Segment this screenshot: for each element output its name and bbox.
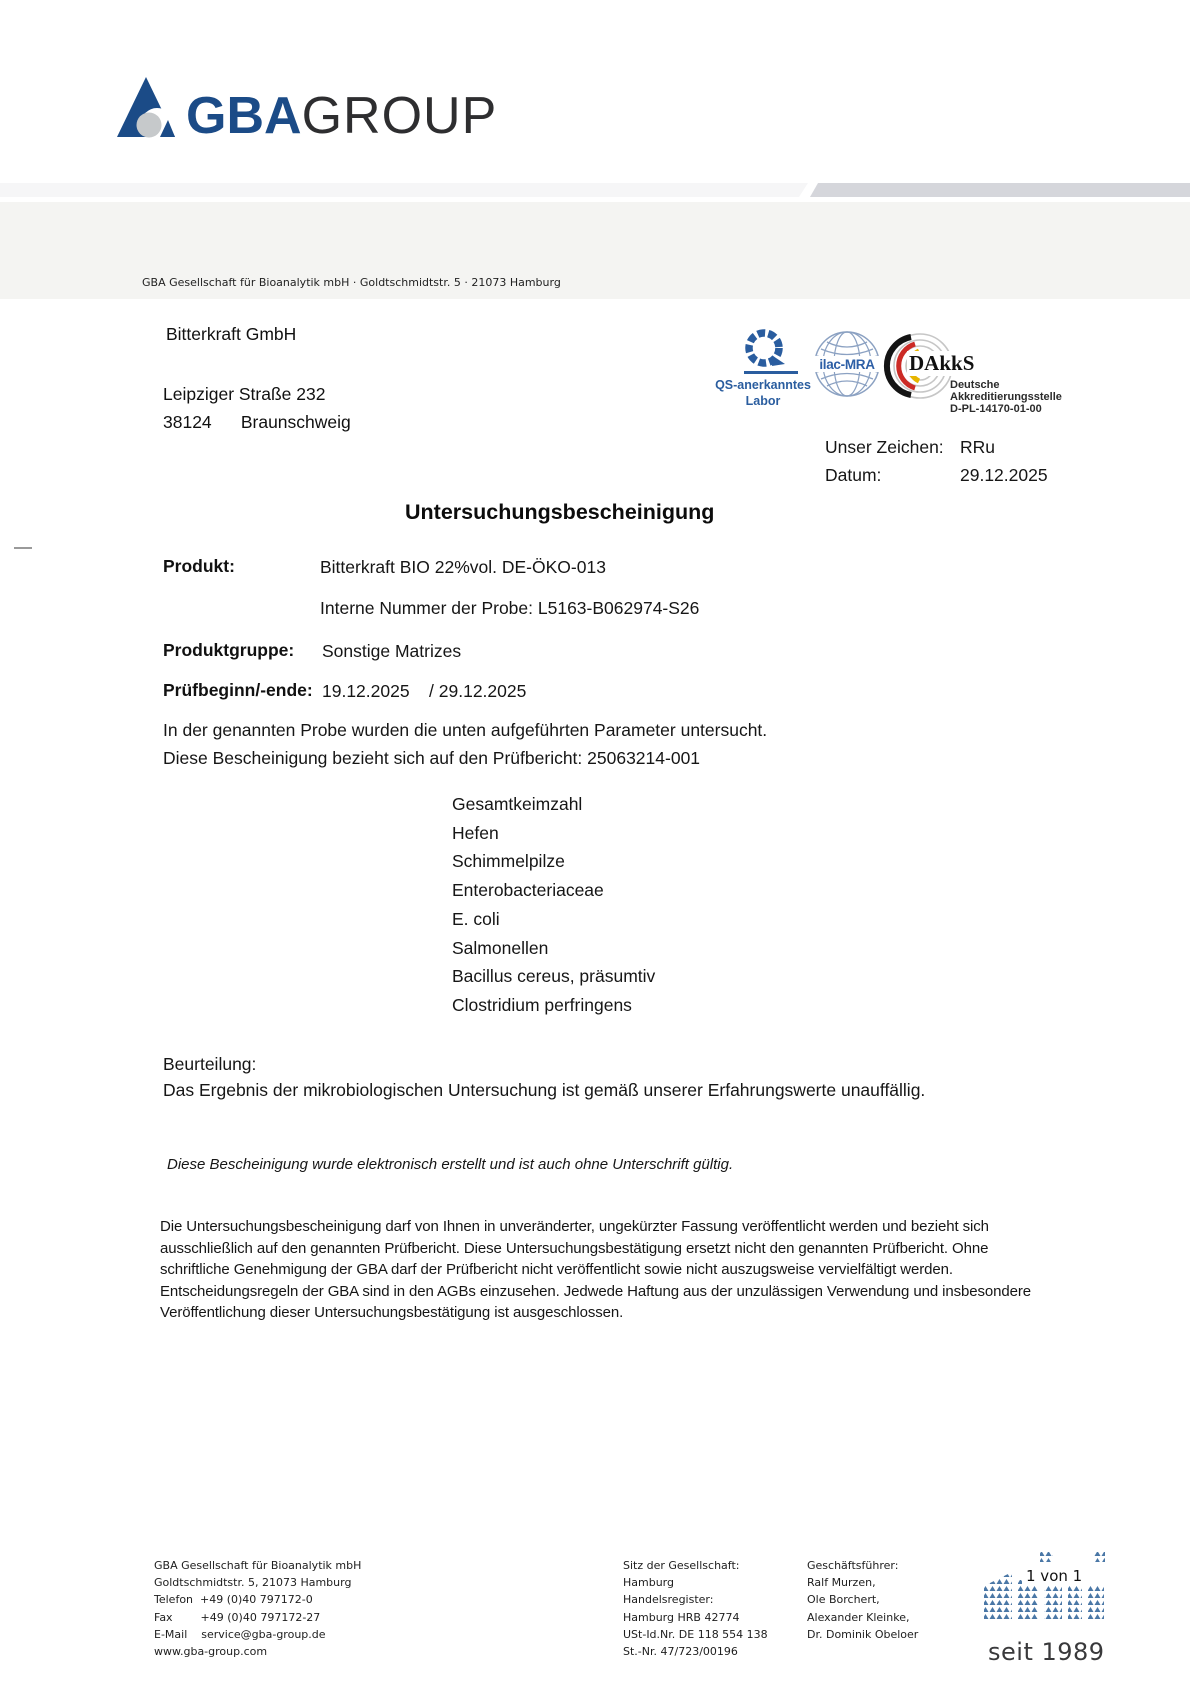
- footer-company-name: GBA Gesellschaft für Bioanalytik mbH: [154, 1559, 362, 1572]
- footer-fax: Fax +49 (0)40 797172-27: [154, 1610, 321, 1624]
- dakks-sub3: D-PL-14170-01-00: [950, 403, 1042, 415]
- parameter-item: Bacillus cereus, präsumtiv: [452, 966, 656, 987]
- footer-website: www.gba-group.com: [154, 1645, 268, 1659]
- qs-badge-line1: QS-anerkanntes: [715, 378, 811, 392]
- footer-phone: Telefon +49 (0)40 797172-0: [154, 1593, 313, 1607]
- product-value: Bitterkraft BIO 22%vol. DE-ÖKO-013: [320, 557, 606, 577]
- product-group-value: Sonstige Matrizes: [322, 641, 462, 661]
- parameter-item: Clostridium perfringens: [452, 994, 632, 1015]
- footer-company-address: Goldtschmidtstr. 5, 21073 Hamburg: [154, 1576, 352, 1590]
- test-period-value: 19.12.2025 / 29.12.2025: [322, 681, 527, 701]
- footer-manager: Dr. Dominik Obeloer: [807, 1627, 919, 1641]
- dakks-sub2: Akkreditierungsstelle: [950, 391, 1062, 403]
- date-label: Datum:: [825, 465, 882, 485]
- recipient-street: Leipziger Straße 232: [163, 384, 326, 404]
- sample-internal-number: Interne Nummer der Probe: L5163-B062974-S26: [320, 598, 700, 618]
- brand-group: GROUP: [301, 87, 498, 145]
- assessment-label: Beurteilung:: [163, 1054, 257, 1074]
- legal-paragraph: [160, 1216, 1031, 1324]
- date-value: 29.12.2025: [960, 465, 1048, 485]
- footer-register-label: Handelsregister:: [623, 1593, 714, 1607]
- footer-management-label: Geschäftsführer:: [807, 1559, 899, 1572]
- brand-wordmark: [186, 87, 498, 145]
- parameter-item: Salmonellen: [452, 937, 549, 958]
- gba-triangle-drop-icon: [115, 76, 177, 138]
- sender-line: GBA Gesellschaft für Bioanalytik mbH · Goldtschmidtstr. 5 · 21073 Hamburg: [142, 276, 561, 289]
- footer-seat-label: Sitz der Gesellschaft:: [623, 1559, 740, 1572]
- reference-label: Unser Zeichen:: [825, 437, 944, 457]
- electronic-note: Diese Bescheinigung wurde elektronisch erstellt und ist auch ohne Unterschrift gültig.: [167, 1156, 734, 1173]
- assessment-text: Das Ergebnis der mikrobiologischen Untersuchung ist gemäß unserer Erfahrungswerte unauffällig.: [163, 1080, 926, 1100]
- gba-anniversary-mark-icon: [982, 1550, 1114, 1638]
- parameter-item: Hefen: [452, 822, 499, 843]
- footer-email: E-Mail service@gba-group.de: [154, 1627, 326, 1641]
- brand-gba: GBA: [186, 87, 302, 145]
- footer-vat-id: USt-Id.Nr. DE 118 554 138: [623, 1627, 768, 1641]
- qs-badge-line2: Labor: [745, 394, 781, 408]
- footer-company-column: [154, 1557, 361, 1660]
- qs-label-icon: [740, 327, 788, 375]
- parameter-item: Gesamtkeimzahl: [452, 794, 583, 814]
- header-stripe-light: [0, 183, 808, 197]
- legal-line: ausschließlich auf den genannten Prüfbericht. Diese Untersuchungsbestätigung ersetzt nicht den genannten Prüfbericht. Ohne: [160, 1239, 989, 1257]
- dakks-sub1: Deutsche: [950, 379, 1000, 391]
- intro-line2: Diese Bescheinigung bezieht sich auf den Prüfbericht: 25063214-001: [163, 748, 701, 768]
- legal-line: Entscheidungsregeln der GBA sind in den AGBs einzusehen. Jedwede Haftung aus der unzulässigen Verwendung und insbesondere: [160, 1282, 1032, 1300]
- footer-manager: Ralf Murzen,: [807, 1576, 876, 1590]
- document-title: Untersuchungsbescheinigung: [405, 500, 715, 524]
- footer-tax-number: St.-Nr. 47/723/00196: [623, 1645, 738, 1659]
- product-group-label: Produktgruppe:: [163, 640, 295, 660]
- legal-line: schriftliche Genehmigung der GBA darf der Prüfbericht nicht veröffentlicht sowie nicht auszugsweise vervielfältigt werden.: [160, 1261, 953, 1279]
- header-stripe-dark: [810, 183, 1190, 197]
- qs-underline: [744, 371, 798, 374]
- footer-management-column: [807, 1557, 918, 1643]
- footer-seat-value: Hamburg: [623, 1576, 674, 1590]
- since-1989-label: seit 1989: [988, 1638, 1105, 1666]
- reference-value: RRu: [960, 437, 996, 457]
- parameter-item: E. coli: [452, 908, 500, 929]
- parameter-list: [452, 790, 655, 1020]
- parameter-item: Schimmelpilze: [452, 851, 565, 872]
- product-label: Produkt:: [163, 556, 235, 576]
- footer-register-value: Hamburg HRB 42774: [623, 1610, 740, 1624]
- footer-manager: Alexander Kleinke,: [807, 1610, 910, 1624]
- test-period-label: Prüfbeginn/-ende:: [163, 680, 313, 700]
- footer-manager: Ole Borchert,: [807, 1593, 880, 1607]
- footer-registry-column: [623, 1557, 768, 1660]
- fold-mark: [14, 547, 32, 549]
- recipient-city: 38124 Braunschweig: [163, 412, 351, 432]
- dakks-name: DAkkS: [909, 351, 975, 375]
- intro-line1: In der genannten Probe wurden die unten aufgeführten Parameter untersucht.: [163, 720, 768, 740]
- page-number: 1 von 1: [1022, 1566, 1086, 1586]
- ilac-mra-label: ilac-MRA: [819, 357, 875, 372]
- legal-line: Veröffentlichung dieser Untersuchungsbestätigung ist ausgeschlossen.: [160, 1304, 624, 1322]
- parameter-item: Enterobacteriaceae: [452, 880, 604, 901]
- recipient-name: Bitterkraft GmbH: [166, 324, 297, 344]
- legal-line: Die Untersuchungsbescheinigung darf von Ihnen in unveränderter, ungekürzter Fassung veröffentlicht werden und bezieht sich: [160, 1218, 989, 1235]
